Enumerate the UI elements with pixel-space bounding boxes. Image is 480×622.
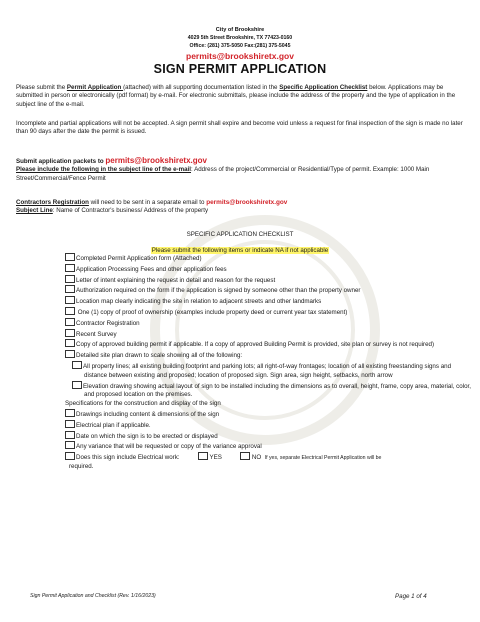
contractor-registration-text: will need to be sent in a separate email to [88, 199, 207, 206]
intro-text-b: (attached) with all supporting documentation listed in the [123, 84, 280, 91]
list-item [65, 318, 475, 329]
checklist-item-label: Any variance that will be requested or copy of the variance approval [76, 443, 262, 451]
checklist-item-label: Detailed site plan drawn to scale showing all of the following: [76, 352, 243, 360]
checklist-item-label: Does this sign include Electrical work: [76, 454, 180, 462]
checklist-item-label: Letter of intent explaining the request in detail and reason for the request [76, 276, 276, 284]
header-email-link[interactable]: permits@brookshiretx.gov [186, 51, 294, 61]
checkbox[interactable] [65, 307, 75, 315]
list-item [65, 329, 475, 340]
yes-checkbox[interactable] [198, 452, 208, 460]
checklist-item-label: Specifications for the construction and display of the sign [65, 400, 221, 408]
specific-checklist-link[interactable]: Specific Application Checklist [279, 84, 368, 91]
contractor-registration-label: Contractors Registration [16, 199, 89, 206]
checklist-item-label: Location map clearly indicating the site in relation to adjacent streets and other landmarks [76, 298, 322, 306]
contractor-subject-text: : Name of Contractor's business/ Address of the property [52, 207, 209, 215]
footer-page-number: Page 1 of 4 [395, 593, 427, 600]
list-item [65, 409, 475, 420]
intro-paragraph [16, 84, 468, 109]
checklist-subtitle-highlight: Please submit the following items or indicate NA if not applicable [151, 247, 329, 254]
city-name: City of Brookshire [215, 27, 265, 33]
checkbox[interactable] [65, 264, 75, 272]
list-item-electrical [65, 452, 475, 463]
list-item [65, 339, 475, 350]
incomplete-notice: Incomplete and partial applications will not be accepted. A sign permit shall expire and become void unless a request for final inspection of the sign is made no later than 90 days after the date the permit is issued. [16, 120, 463, 136]
submission-instructions [16, 157, 468, 183]
list-item [65, 275, 475, 286]
checklist-item-label: All property lines; all existing building footprint and parking lots; all right-of-way frontages; location of all existing freestanding signs and distance between existing and proposed; location of proposed sign. Sign area, sign height, setbacks, north arrow [83, 362, 452, 379]
contractor-subject-label: Subject Line [16, 207, 53, 215]
checklist-item-label: Electrical plan if applicable. [76, 421, 151, 429]
checkbox[interactable] [65, 409, 75, 417]
checklist-item-label: Elevation drawing showing actual layout of sign to be installed including the dimensions as to overall, height, frame, copy area, material, color, and proposed location on the premises. [83, 382, 471, 399]
submit-label: Submit application packets to [16, 158, 106, 165]
checkbox[interactable] [65, 350, 75, 358]
checklist-item-label: Date on which the sign is to be erected or displayed [76, 432, 218, 440]
footer-revision: Sign Permit Application and Checklist (Rev. 1/16/2023) [30, 593, 156, 599]
permit-application-link[interactable]: Permit Application [66, 84, 124, 91]
yes-label: YES [209, 454, 222, 462]
checkbox[interactable] [65, 452, 75, 460]
intro-text-a: Please submit the [16, 84, 67, 91]
submit-email-link[interactable]: permits@brookshiretx.gov [105, 156, 207, 165]
checkbox[interactable] [65, 339, 75, 347]
checkbox[interactable] [65, 275, 75, 283]
checklist-title: SPECIFIC APPLICATION CHECKLIST [186, 231, 294, 238]
checkbox[interactable] [72, 381, 82, 389]
city-phone-fax: Office: (281) 375-5050 Fax:(281) 375-5045 [189, 43, 291, 49]
checklist-item-label: Authorization required on the form if the application is signed by someone other than the property owner [76, 287, 361, 295]
list-item [65, 431, 475, 442]
checkbox[interactable] [65, 431, 75, 439]
checkbox[interactable] [65, 285, 75, 293]
checklist-item-label: Application Processing Fees and other application fees [76, 265, 227, 273]
checkbox[interactable] [65, 420, 75, 428]
no-label: NO [251, 454, 262, 462]
subject-line-text: : Address of the project/Commercial or Residential/Type of permit. Example: 1000 Main Street/Commercial/Fence Permit [16, 166, 430, 182]
list-item [65, 350, 475, 361]
checkbox[interactable] [65, 329, 75, 337]
electrical-note: If yes, separate Electrical Permit Application will be [264, 455, 382, 462]
contractor-email-link[interactable]: permits@brookshiretx.gov [206, 199, 288, 206]
checkbox[interactable] [65, 318, 75, 326]
checkbox[interactable] [65, 253, 75, 261]
checklist [65, 253, 475, 472]
contractor-registration-instructions [16, 199, 468, 216]
checkbox[interactable] [65, 296, 75, 304]
no-checkbox[interactable] [240, 452, 250, 460]
checklist-item-label: Copy of approved building permit if applicable. If a copy of approved Building Permit is provided, site plan or survey is not required) [76, 341, 435, 349]
list-item [65, 296, 475, 307]
checklist-item-label: Completed Permit Application form (Attached) [76, 255, 202, 262]
checklist-item-label: Recent Survey [76, 330, 117, 338]
checklist-item-label: Drawings including content & dimensions of the sign [76, 410, 220, 418]
checkbox[interactable] [65, 441, 75, 449]
checkbox[interactable] [72, 361, 82, 369]
subject-line-label: Please include the following in the subject line of the e-mail [16, 166, 191, 174]
list-item [65, 264, 475, 275]
list-item [65, 253, 475, 264]
list-item [65, 361, 475, 381]
checklist-item-label: Contractor Registration [76, 319, 140, 327]
list-item-continuation [65, 463, 475, 472]
intro-text-c: below. Applications may be submitted in person or electronically (pdf format) by e-mail. For electronic submittals, please include the address of the property and the type of application in the subject line of the e-mail. [16, 84, 456, 108]
list-item [65, 400, 475, 409]
list-item [65, 307, 475, 318]
list-item [65, 420, 475, 431]
electrical-required-text: required. [69, 462, 94, 470]
checklist-item-label: One (1) copy of proof of ownership (examples include property deed or current year tax statement) [76, 308, 348, 316]
page-title: SIGN PERMIT APPLICATION [153, 62, 327, 76]
list-item [65, 441, 475, 452]
city-address: 4029 5th Street Brookshire, TX 77423-0160 [187, 35, 293, 41]
list-item [65, 285, 475, 296]
list-item [65, 381, 475, 401]
